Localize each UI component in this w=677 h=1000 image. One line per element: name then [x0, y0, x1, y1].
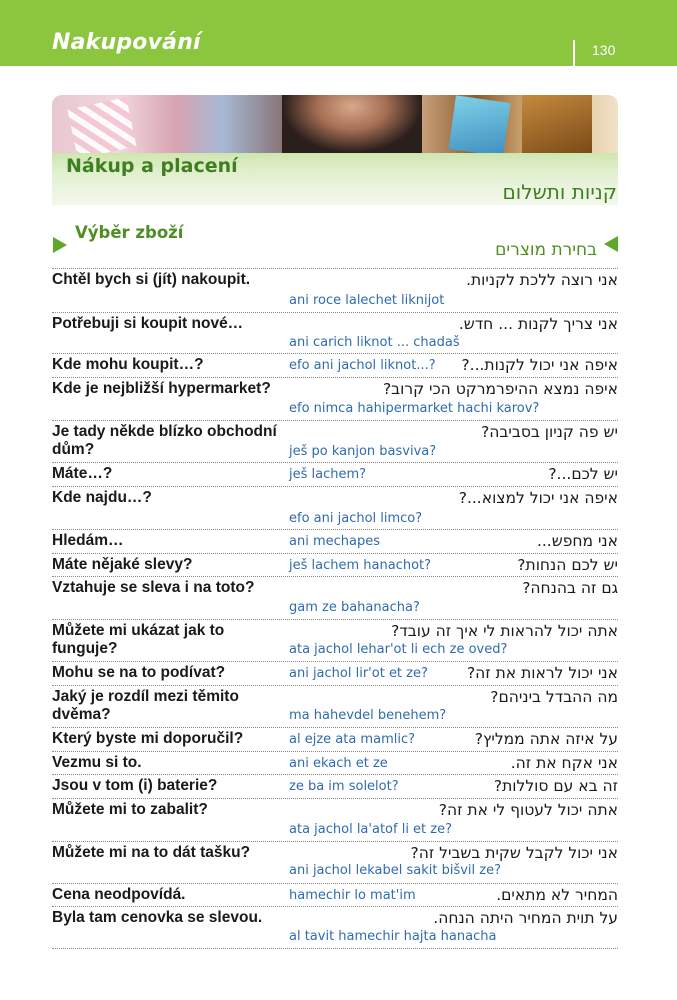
phrase-row [52, 883, 618, 907]
phrase-row [52, 906, 618, 949]
phrase-transcription: ješ lachem? [289, 467, 367, 482]
shopper-figure [282, 95, 422, 153]
phrase-transcription: ani jachol lekabel sakit bišvil ze? [289, 863, 501, 878]
phrase-czech: Kde je nejbližší hypermarket? [52, 380, 271, 397]
phrase-row [52, 751, 618, 775]
phrase-hebrew: גם זה בהנחה? [522, 579, 618, 597]
phrase-hebrew: אני יכול לראות את זה? [466, 664, 618, 682]
phrase-transcription: ani jachol lir'ot et ze? [289, 666, 428, 681]
phrase-transcription: ata jachol la'atof li et ze? [289, 822, 453, 837]
phrase-transcription: ze ba im solelot? [289, 779, 399, 794]
phrase-czech: Jaký je rozdíl mezi těmito dvěma? [52, 688, 239, 723]
phrase-czech: Můžete mi na to dát tašku? [52, 844, 251, 861]
phrase-row [52, 576, 618, 620]
phrase-row [52, 353, 618, 378]
phrase-row [52, 619, 618, 662]
phrase-hebrew: איפה אני יכול לקנות...? [461, 356, 618, 374]
phrase-hebrew: מה ההבדל ביניהם? [490, 688, 618, 706]
phrase-row [52, 462, 618, 487]
phrase-transcription: ata jachol lehar'ot li ech ze oved? [289, 642, 508, 657]
phrase-transcription: ani carich liknot ... chadaš [289, 335, 460, 350]
phrase-transcription: ani roce lalechet liknijot [289, 293, 445, 308]
phrase-czech: Můžete mi to zabalit? [52, 801, 208, 818]
phrase-transcription: ani ekach et ze [289, 756, 388, 771]
phrase-row [52, 312, 618, 354]
header-divider [573, 40, 575, 66]
chapter-title: Nakupování [52, 30, 201, 55]
phrase-row [52, 798, 618, 842]
phrase-transcription: efo nimca hahipermarket hachi karov? [289, 401, 540, 416]
phrase-czech: Kde mohu koupit…? [52, 356, 204, 373]
phrase-czech: Chtěl bych si (jít) nakoupit. [52, 271, 251, 288]
phrase-hebrew: אתה יכול להראות לי איך זה עובד? [391, 622, 618, 640]
phrase-transcription: al ejze ata mamlic? [289, 732, 416, 747]
phrase-hebrew: אני צריך לקנות ... חדש. [458, 315, 618, 333]
phrase-czech: Máte nějaké slevy? [52, 556, 193, 573]
phrase-hebrew: איפה נמצא ההיפרמרקט הכי קרוב? [382, 380, 618, 398]
page-number: 130 [592, 42, 616, 58]
phrase-hebrew: אני יכול לקבל שקית בשביל זה? [410, 844, 618, 862]
phrase-czech: Máte…? [52, 465, 113, 482]
phrase-transcription: ani mechapes [289, 534, 380, 549]
phrase-row [52, 486, 618, 530]
phrase-transcription: al tavit hamechir hajta hanacha [289, 929, 497, 944]
phrase-czech: Cena neodpovídá. [52, 886, 186, 903]
phrase-row [52, 268, 618, 313]
phrase-transcription: efo ani jachol liknot...? [289, 358, 436, 373]
left-arrow-icon [604, 236, 618, 252]
phrase-czech: Je tady někde blízko obchodní dům? [52, 423, 277, 458]
phrase-hebrew: על תוית המחיר היתה הנחה. [433, 909, 618, 927]
shopping-bag-blue [449, 95, 511, 153]
phrase-hebrew: אתה יכול לעטוף לי את זה? [438, 801, 618, 819]
phrase-row [52, 774, 618, 799]
section-title-czech: Nákup a placení [66, 155, 238, 177]
phrase-hebrew: איפה אני יכול למצוא...? [458, 489, 618, 507]
phrase-czech: Hledám… [52, 532, 124, 549]
phrase-hebrew: זה בא עם סוללות? [493, 777, 618, 795]
phrase-transcription: efo ani jachol limco? [289, 511, 423, 526]
phrase-transcription: ješ lachem hanachot? [289, 558, 432, 573]
phrase-hebrew: יש לכם הנחות? [517, 556, 618, 574]
phrase-transcription: gam ze bahanacha? [289, 600, 420, 615]
phrase-czech: Vztahuje se sleva i na toto? [52, 579, 255, 596]
phrase-hebrew: המחיר לא מתאים. [496, 886, 618, 904]
phrase-czech: Kde najdu…? [52, 489, 152, 506]
phrase-row [52, 529, 618, 554]
list-end-rule [52, 948, 618, 949]
right-arrow-icon [53, 237, 67, 253]
shopping-bag-pink [67, 97, 136, 153]
section-title-hebrew: קניות ותשלום [502, 180, 617, 204]
phrase-row [52, 727, 618, 752]
phrase-czech: Můžete mi ukázat jak to funguje? [52, 622, 225, 657]
phrase-czech: Byla tam cenovka se slevou. [52, 909, 263, 926]
phrase-row [52, 685, 618, 728]
phrase-transcription: hamechir lo mat'im [289, 888, 416, 903]
phrase-row [52, 841, 618, 884]
phrase-czech: Mohu se na to podívat? [52, 664, 226, 681]
phrase-czech: Který byste mi doporučil? [52, 730, 244, 747]
shopping-bag-brown [522, 95, 592, 153]
phrase-czech: Jsou v tom (i) baterie? [52, 777, 218, 794]
phrase-row [52, 377, 618, 421]
phrase-row [52, 661, 618, 686]
phrase-hebrew: יש לכם...? [548, 465, 618, 483]
phrase-hebrew: אני אקח את זה. [510, 754, 618, 772]
subsection-title-hebrew: בחירת מוצרים [495, 240, 597, 260]
phrase-hebrew: אני מחפש... [536, 532, 618, 550]
phrase-hebrew: אני רוצה ללכת לקניות. [466, 271, 618, 289]
shopping-banner-image [52, 95, 618, 153]
phrase-hebrew: יש פה קניון בסביבה? [481, 423, 618, 441]
phrase-row [52, 553, 618, 577]
phrase-transcription: ma hahevdel benehem? [289, 708, 447, 723]
phrase-transcription: ješ po kanjon basviva? [289, 444, 437, 459]
phrase-row [52, 420, 618, 463]
phrase-czech: Potřebuji si koupit nové… [52, 315, 244, 332]
phrase-hebrew: על איזה אתה ממליץ? [474, 730, 618, 748]
subsection-title-czech: Výběr zboží [75, 223, 184, 242]
phrase-czech: Vezmu si to. [52, 754, 142, 771]
